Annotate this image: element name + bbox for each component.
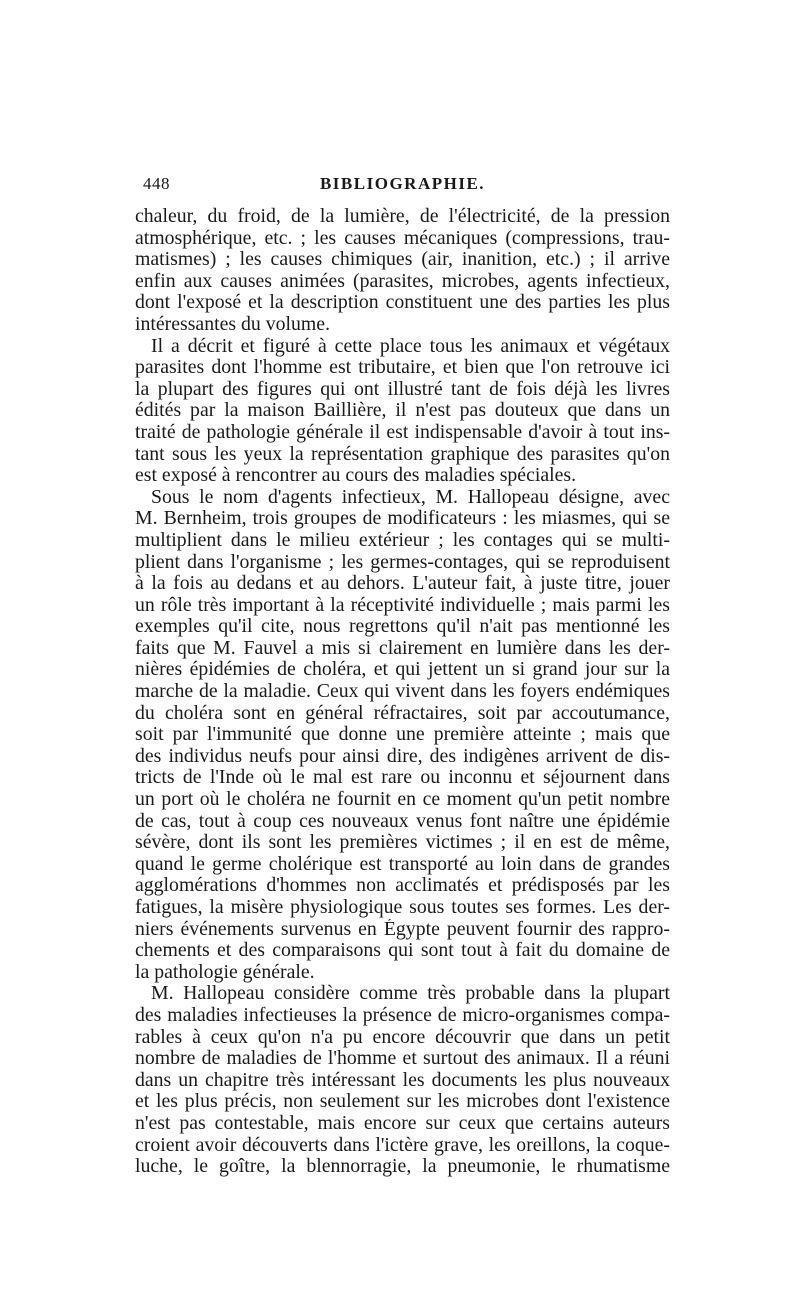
running-head [135,174,670,198]
page-number: 448 [143,174,170,193]
text-line: M. Hallopeau considère comme très probable dans la plupart [151,983,670,1005]
text-line: sévère, dont ils sont les premières victimes ; il en est de même, [135,832,670,854]
text-line: exemples qu'il cite, nous regrettons qu'il n'ait pas mentionné les [135,616,670,638]
text-line: faits que M. Fauvel a mis si clairement en lumière dans les der- [135,637,670,659]
text-line: à la fois au dedans et au dehors. L'auteur fait, à juste titre, jouer [135,573,670,595]
text-line: matismes) ; les causes chimiques (air, inanition, etc.) ; il arrive [135,249,670,271]
text-line: plient dans l'organisme ; les germes-contages, qui se reproduisent [135,551,670,573]
text-line: Il a décrit et figuré à cette place tous les animaux et végétaux [151,335,670,357]
text-line: est exposé à rencontrer au cours des maladies spéciales. [135,465,577,487]
text-line: la pathologie générale. [135,961,315,983]
text-line: soit par l'immunité que donne une première atteinte ; mais que [135,724,670,746]
text-line: dont l'exposé et la description constituent une des parties les plus [135,292,670,314]
text-line: chaleur, du froid, de la lumière, de l'électricité, de la pression [135,206,670,227]
text-line: et les plus précis, non seulement sur les microbes dont l'existence [135,1091,670,1113]
text-line: luche, le goître, la blennorragie, la pneumonie, le rhumatisme [135,1156,670,1178]
text-line: chements et des comparaisons qui sont tout à fait du domaine de [135,940,670,962]
text-line: un port où le choléra ne fournit en ce moment qu'un petit nombre [135,789,670,811]
text-line: du choléra sont en général réfractaires, soit par accoutumance, [135,702,670,724]
text-line: parasites dont l'homme est tributaire, et bien que l'on retrouve ici [135,357,670,379]
text-line: tant sous les yeux la représentation graphique des parasites qu'on [135,443,670,465]
text-line: multiplient dans le milieu extérieur ; les contages qui se multi- [135,529,670,551]
text-line: Sous le nom d'agents infectieux, M. Hallopeau désigne, avec [151,486,670,508]
text-line: tricts de l'Inde où le mal est rare ou inconnu et séjournent dans [135,767,670,789]
text-line: nombre de maladies de l'homme et surtout des animaux. Il a réuni [135,1048,670,1070]
text-line: un rôle très important à la réceptivité individuelle ; mais parmi les [135,594,670,616]
text-line: des individus neufs pour ainsi dire, des indigènes arrivent de dis- [135,745,670,767]
text-line: de cas, tout à coup ces nouveaux venus font naître une épidémie [135,810,670,832]
text-line: enfin aux causes animées (parasites, microbes, agents infectieux, [135,270,670,292]
text-line: croient avoir découverts dans l'ictère grave, les oreillons, la coque- [135,1134,670,1156]
text-line: la plupart des figures qui ont illustré tant de fois déjà les livres [135,378,670,400]
body-text [135,206,670,1178]
text-line: agglomérations d'hommes non acclimatés et prédisposés par les [135,875,670,897]
text-line: dans un chapitre très intéressant les documents les plus nouveaux [135,1069,670,1091]
text-line: atmosphérique, etc. ; les causes mécaniques (compressions, trau- [135,227,670,249]
text-line: nières épidémies de choléra, et qui jettent un si grand jour sur la [135,659,670,681]
text-line: n'est pas contestable, mais encore sur ceux que certains auteurs [135,1112,670,1134]
text-line: édités par la maison Baillière, il n'est pas douteux que dans un [135,400,670,422]
text-line: marche de la maladie. Ceux qui vivent dans les foyers endémiques [135,681,670,703]
text-line: des maladies infectieuses la présence de micro-organismes compa- [135,1004,670,1026]
text-line: rables à ceux qu'on n'a pu encore découvrir que dans un petit [135,1026,670,1048]
text-line: niers événements survenus en Égypte peuvent fournir des rappro- [135,918,670,940]
text-line: intéressantes du volume. [135,313,331,335]
text-line: traité de pathologie générale il est indispensable d'avoir à tout ins- [135,421,670,443]
text-line: quand le germe cholérique est transporté au loin dans de grandes [135,853,670,875]
running-title: BIBLIOGRAPHIE. [319,174,486,193]
text-line: M. Bernheim, trois groupes de modificateurs : les miasmes, qui se [135,508,670,530]
text-line: fatigues, la misère physiologique sous toutes ses formes. Les der- [135,897,670,918]
